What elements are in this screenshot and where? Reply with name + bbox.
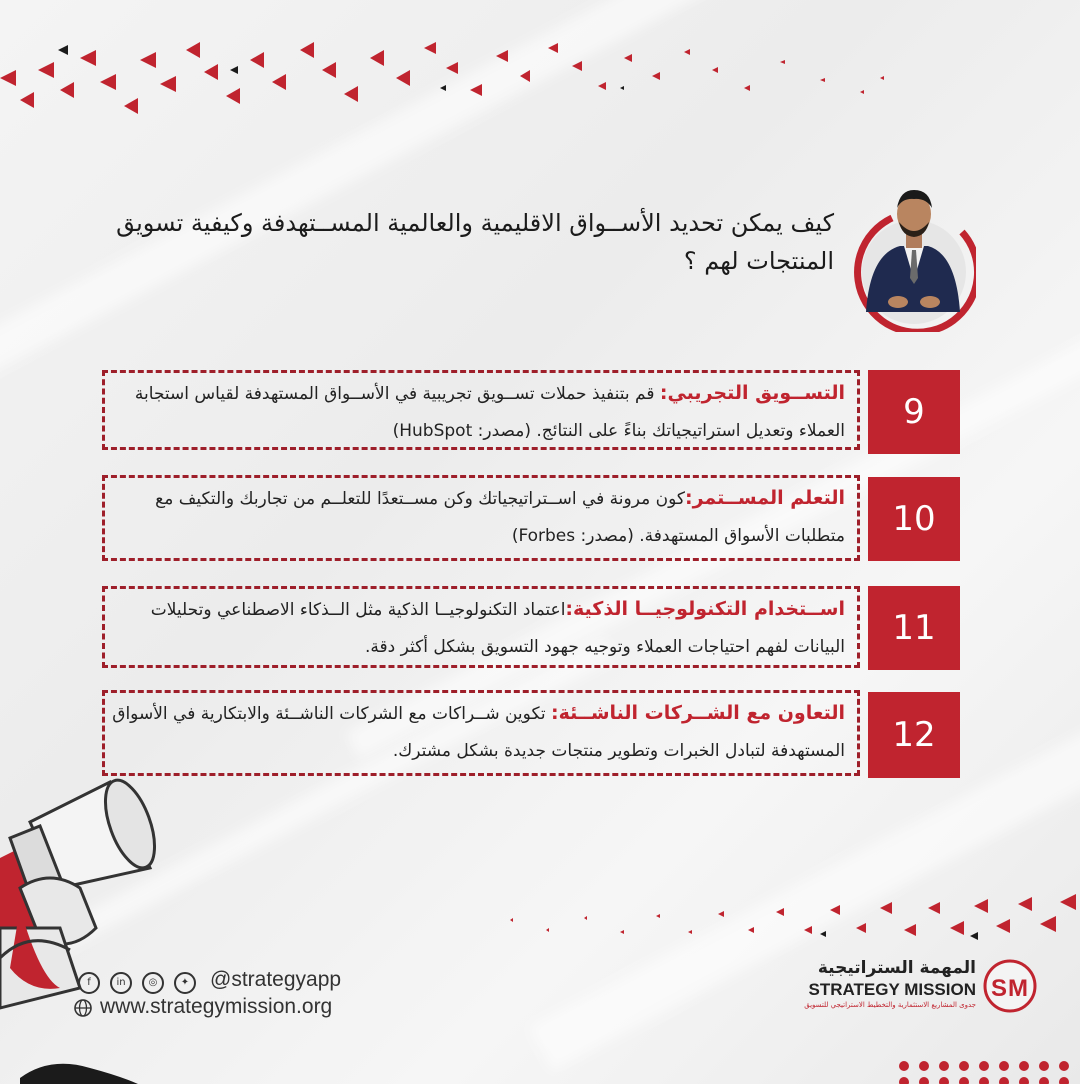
brush-stroke	[20, 1054, 140, 1084]
decorative-dots	[898, 1060, 1080, 1084]
item-number: 10	[868, 477, 960, 561]
instagram-icon[interactable]: ◎	[142, 972, 164, 994]
list-item	[102, 586, 960, 672]
item-term: اســتخدام التكنولوجيــا الذكية:	[565, 598, 845, 620]
item-number: 9	[868, 370, 960, 454]
logo-arabic-name: المهمة الستراتيجية	[817, 958, 976, 978]
website-link[interactable]: www.strategymission.org	[100, 995, 333, 1018]
item-text-box	[102, 370, 860, 450]
list-item	[102, 475, 960, 561]
logo-english-name: STRATEGY MISSION	[808, 980, 976, 999]
item-term: التعاون مع الشــركات الناشــئة:	[550, 702, 845, 724]
twitter-icon[interactable]: ✦	[174, 972, 196, 994]
list-item	[102, 690, 960, 776]
item-description: كون مرونة في اســتراتيجياتك وكن مســتعدًا للتعلــم من تجاربك والتكيف مع متطلبات الأسواق المستهدفة. (مصدر: Forbes)	[155, 489, 845, 546]
item-number: 12	[868, 692, 960, 778]
item-number: 11	[868, 586, 960, 670]
social-handle[interactable]: @strategyapp	[210, 968, 342, 991]
item-term: التســويق التجريبي:	[659, 382, 845, 404]
linkedin-icon[interactable]: in	[110, 972, 132, 994]
item-term: التعلم المســتمر:	[684, 487, 845, 509]
globe-icon	[74, 999, 92, 1017]
list-item	[102, 370, 960, 456]
logo-tagline: جدوى المشاريع الاستثمارية والتخطيط الاستراتيجي للتسويق	[804, 1001, 976, 1009]
item-text-box	[102, 690, 860, 776]
item-description: تكوين شــراكات مع الشركات الناشــئة والابتكارية في الأسواق المستهدفة لتبادل الخبرات وتطوير منتجات جديدة بشكل مشترك.	[112, 704, 845, 761]
item-description: اعتماد التكنولوجيــا الذكية مثل الــذكاء الاصطناعي وتحليلات البيانات لفهم احتياجات العملاء وتوجيه جهود التسويق بشكل أكثر دقة.	[150, 600, 845, 657]
item-description: قم بتنفيذ حملات تســويق تجريبية في الأســواق المستهدفة لقياس استجابة العملاء وتعديل استراتيجياتك بناءً على النتائج. (مصدر: HubSpot)	[134, 384, 845, 441]
main-question: كيف يمكن تحديد الأســواق الاقليمية والعالمية المســتهدفة وكيفية تسويق المنتجات لهم ؟	[116, 209, 834, 275]
item-text-box	[102, 475, 860, 561]
top-triangle-pattern	[0, 30, 900, 120]
presenter-avatar	[852, 184, 976, 332]
logo-mark-icon	[982, 958, 1038, 1014]
item-text-box	[102, 586, 860, 668]
svg-text:S: S	[991, 975, 1008, 1002]
website-row	[74, 995, 394, 1023]
bottom-triangle-pattern	[500, 890, 1080, 950]
strategy-mission-logo	[770, 952, 1040, 1022]
social-links	[74, 968, 374, 998]
svg-text:M: M	[1008, 975, 1028, 1002]
facebook-icon[interactable]: f	[78, 972, 100, 994]
